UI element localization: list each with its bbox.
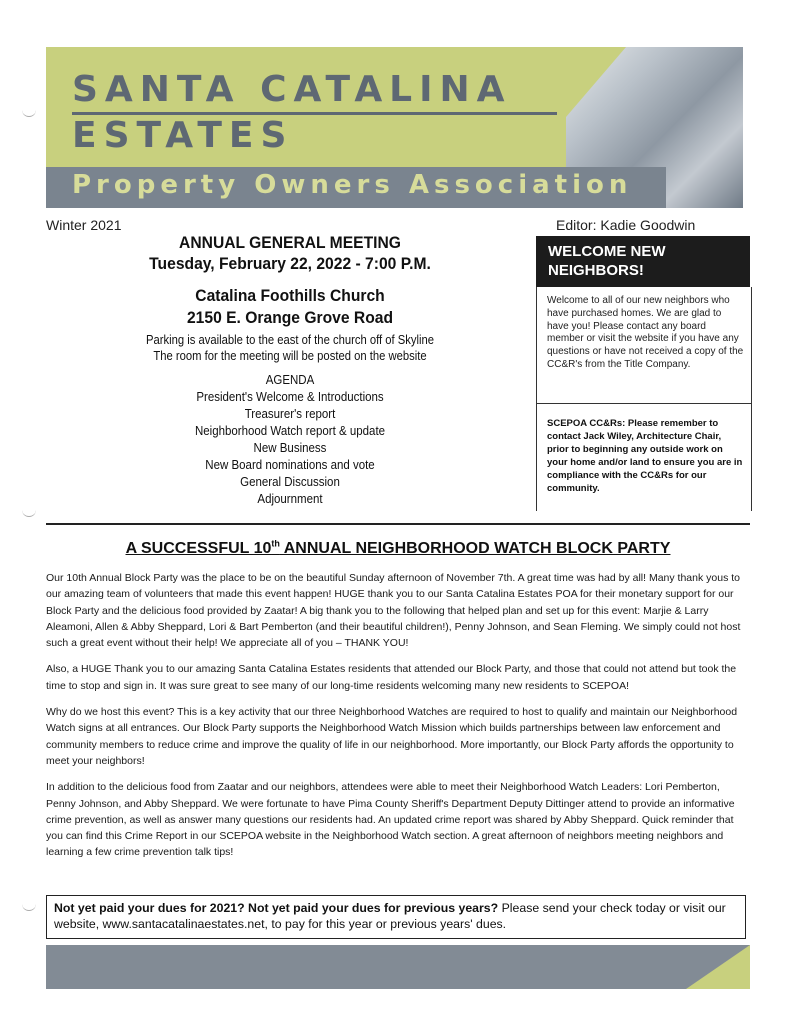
welcome-heading-box [536, 236, 750, 287]
sidebar-divider [537, 403, 751, 404]
agenda-item: New Business [253, 441, 327, 455]
footer-gray [46, 945, 750, 989]
agenda-item: Treasurer's report [244, 407, 336, 421]
agenda-item: President's Welcome & Introductions [196, 390, 384, 404]
welcome-text: Welcome to all of our new neighbors who have purchased homes. We are glad to have you! Please contact any board member or visit the website if you have any questions or have not received a copy of the CC&R's from the Title Company. [547, 295, 744, 370]
masthead-subtitle: Property Owners Association [72, 170, 633, 200]
meeting-address: 2150 E. Orange Grove Road [186, 308, 393, 327]
article-paragraph: In addition to the delicious food from Zaatar and our neighbors, attendees were able to meet their Neighborhood Watch Leaders: Lori Pemberton, Penny Johnson, and Abby Sheppard. We were fortunate to have Pima County Sheriff's Department Deputy Dittinger attend to provide an informative crime prevention, as well as answer many questions our residents had. An updated crime report was shared by Abby Sheppard. Quick reminder that you can find this Crime Report in our SCEPOA website in the Neighborhood Watch section. A great afternoon of neighbors meeting neighbors and learning a few crime prevention talk tips! [46, 781, 735, 859]
agenda-item: New Board nominations and vote [205, 458, 375, 472]
meeting-heading: ANNUAL GENERAL MEETING [179, 233, 401, 252]
masthead [46, 47, 743, 208]
parking-note: Parking is available to the east of the church off of Skyline [145, 333, 435, 347]
agenda-item: Neighborhood Watch report & update [194, 424, 386, 438]
masthead-title-line1: SANTA CATALINA [72, 69, 512, 110]
ccr-notice: SCEPOA CC&Rs: Please remember to contact Jack Wiley, Architecture Chair, prior to beginning any outside work on your home and/or land to ensure you are in compliance with the CC&Rs for our community. [547, 418, 743, 494]
article-paragraph: Our 10th Annual Block Party was the place to be on the beautiful Sunday afternoon of November 7th. A great time was had by all! Many thank yous to our amazing team of volunteers that made this event happen! HUGE thank you to our Santa Catalina Estates POA for their monetary support for our Block Party and the delicious food provided by Zaatar! A big thank you to the following that helped plan and set up for this event: Marjie & Larry Aleamoni, Allen & Abby Sheppard, Lori & Bart Pemberton (and their beautiful children!), Penny Johnson, and Sean Fleming. We simply could not host such a great event without their help! We appreciate all of you – THANK YOU! [46, 572, 741, 650]
punch-hole-mark [22, 902, 36, 911]
section-divider [46, 523, 750, 525]
agenda-item: Adjournment [257, 492, 323, 506]
issue-label: Winter 2021 [46, 217, 122, 233]
editor-label: Editor: Kadie Goodwin [556, 217, 696, 233]
article-paragraph: Also, a HUGE Thank you to our amazing Santa Catalina Estates residents that attended our Block Party, and those that could not attend but took the time to stop and sign in. It was sure great to see many of our long-time residents welcoming many new residents to SCEPOA! [46, 663, 737, 692]
article-title-pre: A SUCCESSFUL 10 [125, 540, 272, 558]
footer-green-accent [686, 945, 750, 989]
room-note: The room for the meeting will be posted on the website [153, 349, 427, 363]
article-title-sup: th [271, 539, 280, 549]
dues-reminder [54, 900, 740, 932]
punch-hole-mark [22, 108, 36, 117]
meeting-date: Tuesday, February 22, 2022 - 7:00 P.M. [149, 254, 431, 273]
annual-meeting-section [120, 232, 460, 508]
footer-band [46, 945, 750, 989]
article-title [46, 539, 750, 558]
punch-hole-mark [22, 508, 36, 517]
article-body [46, 570, 750, 871]
agenda [134, 372, 447, 508]
article-paragraph: Why do we host this event? This is a key activity that our three Neighborhood Watches are required to host to qualify and maintain our Neighborhood Watch signs at all entrances. Our Block Party supports the Neighborhood Watch Mission which builds partnerships between law enforcement and community members to reduce crime and improve the quality of life in our neighborhood. More importantly, our Block Party affords the opportunity to meet your neighbors! [46, 706, 738, 767]
agenda-item: General Discussion [240, 475, 340, 489]
dues-normal: Please send your check today or visit our website, www.santacatalinaestates.net, to pay for this year or previous years' dues. [54, 901, 726, 931]
sidebar-box [536, 287, 752, 511]
masthead-title-line2: ESTATES [72, 115, 294, 156]
dues-reminder-box [46, 895, 746, 939]
agenda-title: AGENDA [265, 373, 315, 387]
dues-bold: Not yet paid your dues for 2021? Not yet paid your dues for previous years? [54, 901, 499, 915]
article-title-post: ANNUAL NEIGHBORHOOD WATCH BLOCK PARTY [279, 540, 671, 558]
article-title-text [126, 540, 671, 557]
meeting-venue: Catalina Foothills Church [195, 286, 385, 305]
welcome-heading: WELCOME NEW NEIGHBORS! [548, 243, 666, 279]
